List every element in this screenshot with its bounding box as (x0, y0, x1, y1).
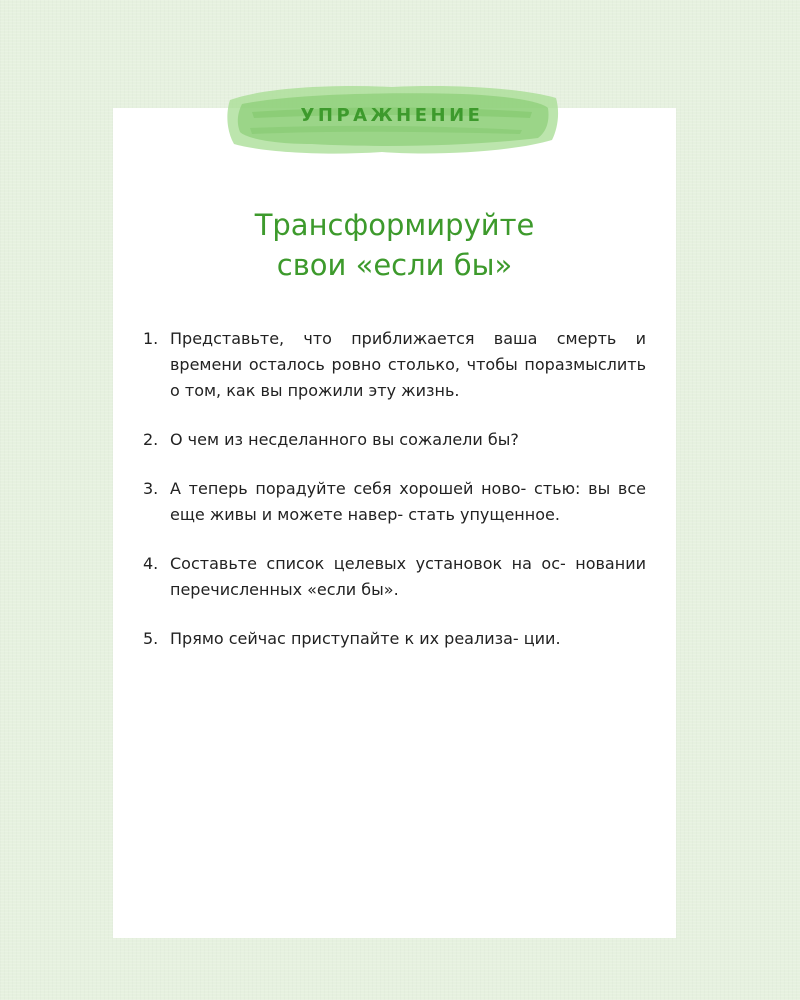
list-item (143, 476, 646, 528)
item-number: 2. (143, 430, 159, 449)
exercise-steps-list (143, 326, 646, 675)
item-text: Представьте, что приближается ваша смерть и времени осталось ровно столько, чтобы поразмыслить о том, как вы прожили эту жизнь. (170, 329, 646, 400)
item-text: Прямо сейчас приступайте к их реализа- ции. (170, 629, 561, 648)
page-title (113, 205, 676, 285)
badge-label: УПРАЖНЕНИЕ (300, 105, 484, 126)
item-text: О чем из несделанного вы сожалели бы? (170, 430, 519, 449)
list-item (143, 551, 646, 603)
item-number: 3. (143, 479, 159, 498)
title-line-1: Трансформируйте (254, 208, 535, 242)
list-item (143, 427, 646, 453)
item-number: 5. (143, 629, 159, 648)
title-line-2: свои «если бы» (276, 248, 513, 282)
list-item (143, 626, 646, 652)
item-text: А теперь порадуйте себя хорошей ново- стью: вы все еще живы и можете навер- стать упущенное. (170, 479, 646, 524)
list-item (143, 326, 646, 404)
item-number: 1. (143, 329, 159, 348)
exercise-badge (222, 78, 562, 160)
item-number: 4. (143, 554, 159, 573)
item-text: Составьте список целевых установок на ос- новании перечисленных «если бы». (170, 554, 646, 599)
